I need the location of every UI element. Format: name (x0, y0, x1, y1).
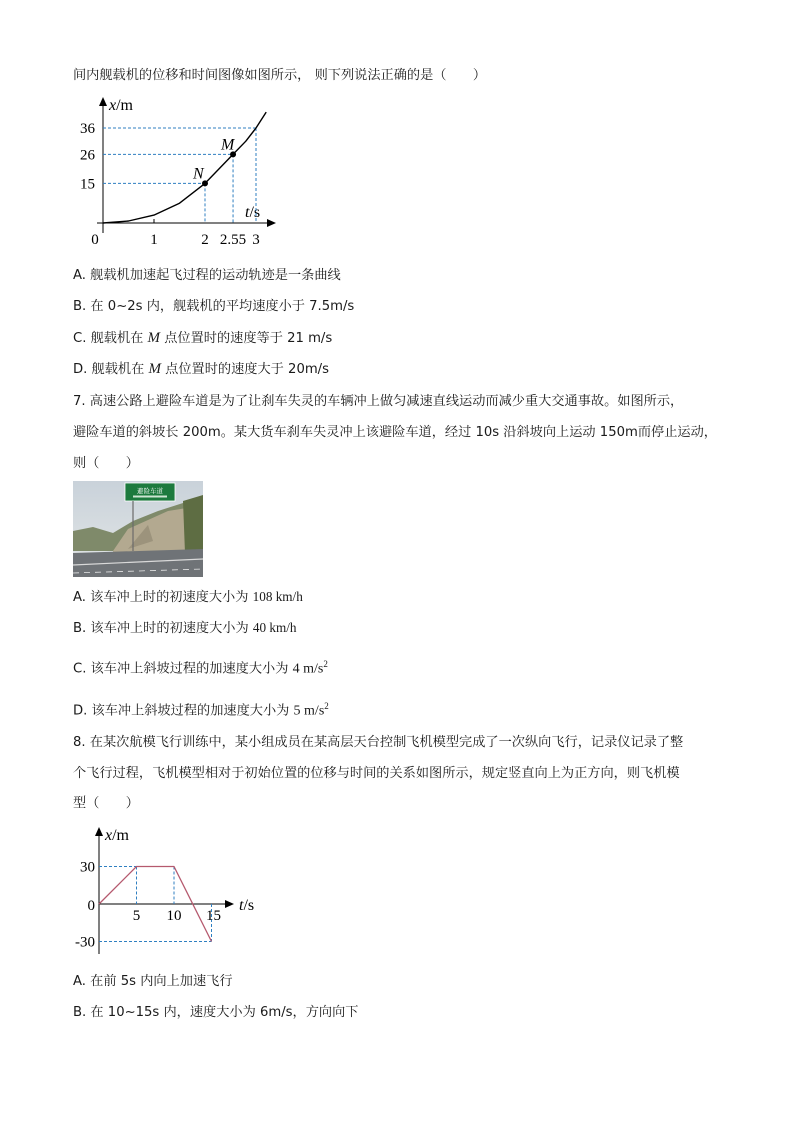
x-tick-label: 0 (91, 232, 99, 248)
x-tick-label: 3 (252, 232, 260, 248)
y-axis-label-var: x (109, 97, 117, 114)
x-axis-arrow (267, 219, 276, 227)
option-8a: A. 在前 5s 内向上加速飞行 (73, 974, 233, 989)
option-8b: B. 在 10~15s 内，速度大小为 6m/s，方向向下 (73, 1005, 359, 1020)
question-6-stem: 间内舰载机的位移和时间图像如图所示， 则下列说法正确的是（ ） (73, 68, 487, 83)
y-tick-label: 26 (80, 147, 95, 164)
sign-text: 避险车道 (137, 487, 163, 495)
y-tick-label: 30 (80, 859, 95, 876)
x-axis-label-unit: /s (243, 897, 255, 914)
y-axis-label-unit: /m (116, 97, 133, 114)
y-axis-label (108, 97, 134, 114)
y-axis-arrow (99, 97, 107, 106)
y-tick-label: 15 (80, 176, 95, 193)
option-7d: D. 该车冲上斜坡过程的加速度大小为 5 $m/s^2$ (73, 701, 329, 719)
option-6c: C. 舰载机在 M 点位置时的速度等于 21 m/s (73, 330, 333, 346)
x-tick-label: 1 (150, 232, 158, 248)
escape-lane-photo (73, 481, 203, 577)
y-axis-label-unit: /m (112, 827, 129, 844)
x-tick-label: 0 (87, 898, 95, 914)
y-axis-label (104, 827, 130, 844)
option-6b: B. 在 0~2s 内，舰载机的平均速度小于 7.5m/s (73, 299, 355, 314)
point-label-N: N (193, 165, 204, 183)
question-7-line1: 7. 高速公路上避险车道是为了让刹车失灵的车辆冲上做匀减速直线运动而减少重大交通事故。如图所示， (73, 394, 684, 409)
option-7c: C. 该车冲上斜坡过程的加速度大小为 4 $m/s^2$ (73, 659, 328, 677)
x-axis-label (239, 897, 254, 914)
question-8-line1: 8. 在某次航模飞行训练中，某小组成员在某高层天台控制飞机模型完成了一次纵向飞行，记录仪记录了整 (73, 735, 684, 750)
question-7-line3: 则（ ） (73, 456, 139, 471)
option-6d: D. 舰载机在 M 点位置时的速度大于 20m/s (73, 361, 329, 377)
point-label-M: M (221, 136, 235, 154)
y-tick-label: -30 (75, 934, 95, 951)
y-axis-label-var: x (105, 827, 113, 844)
option-7a: A. 该车冲上时的初速度大小为 108 km/h (73, 589, 303, 605)
x-tick-label: 2.55 (219, 232, 247, 248)
x-tick-label: 10 (166, 908, 182, 924)
option-6a: A. 舰载机加速起飞过程的运动轨迹是一条曲线 (73, 268, 341, 283)
question-7-line2: 避险车道的斜坡长 200m。某大货车刹车失灵冲上该避险车道，经过 10s 沿斜坡向上运动 150m而停止运动， (73, 425, 717, 440)
x-axis-label (245, 204, 260, 221)
y-axis-arrow (95, 827, 103, 836)
x-axis-arrow (225, 900, 234, 908)
y-tick-label: 36 (80, 120, 95, 137)
x-tick-label: 2 (201, 232, 209, 248)
x-axis-label-unit: /s (249, 204, 261, 221)
option-7b: B. 该车冲上时的初速度大小为 40 km/h (73, 620, 297, 636)
x-axis-label-var: t (239, 897, 244, 914)
chart-2-xt-graph (73, 822, 273, 958)
x-axis-label-var: t (245, 204, 250, 221)
xt-curve (103, 112, 266, 223)
question-8-line2: 个飞行过程，飞机模型相对于初始位置的位移与时间的关系如图所示，规定竖直向上为正方向，则飞机模 (73, 766, 680, 781)
question-8-line3: 型（ ） (73, 796, 139, 811)
chart-1-xt-graph (73, 92, 303, 252)
x-tick-label: 5 (132, 908, 141, 924)
x-tick-label: 15 (206, 908, 221, 924)
